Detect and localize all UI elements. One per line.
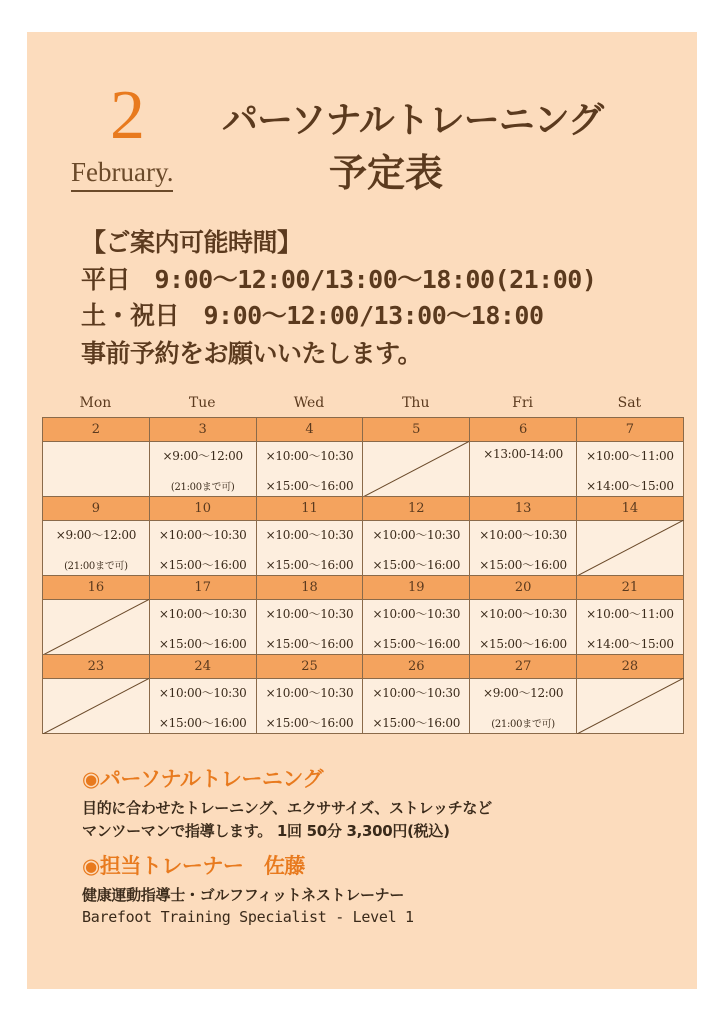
booked-slot: ×10:00～10:30: [265, 449, 354, 463]
trainer-title: ◉担当トレーナー 佐藤: [82, 854, 305, 878]
date-number: 10: [150, 497, 256, 521]
calendar-cell: [576, 417, 684, 497]
booked-slot: ×15:00～16:00: [479, 558, 567, 572]
calendar-cell: [256, 496, 364, 576]
calendar-cell: [256, 417, 364, 497]
calendar-cell: [42, 417, 150, 497]
unavailable-slash: [43, 678, 150, 734]
day-header-fri: Fri: [512, 395, 534, 411]
date-number: 24: [150, 655, 256, 679]
calendar-cell: [149, 575, 257, 655]
day-header-mon: Mon: [79, 395, 112, 411]
booked-slot: ×10:00～10:30: [158, 528, 247, 542]
date-number: 9: [43, 497, 149, 521]
booked-slot: ×14:00～15:00: [586, 479, 674, 493]
calendar-cell: [362, 575, 470, 655]
personal-training-description: 目的に合わせたトレーニング、エクササイズ、ストレッチなど: [82, 799, 492, 817]
calendar-cell: [42, 654, 150, 734]
booked-slot: ×9:00～12:00: [482, 686, 564, 700]
trainer-certification: Barefoot Training Specialist - Level 1: [82, 908, 414, 926]
date-number: 5: [363, 418, 469, 442]
date-number: 12: [363, 497, 469, 521]
date-number: 23: [43, 655, 149, 679]
calendar-cell: [469, 575, 577, 655]
date-number: 17: [150, 576, 256, 600]
date-number: 11: [257, 497, 363, 521]
date-number: 27: [470, 655, 576, 679]
calendar-cell: [469, 496, 577, 576]
day-header-thu: Thu: [402, 395, 430, 411]
calendar-cell: [42, 496, 150, 576]
booked-slot: ×15:00～16:00: [265, 716, 354, 730]
booked-slot: ×15:00～16:00: [479, 637, 567, 651]
booked-slot: ×13:00-14:00: [483, 447, 563, 461]
date-number: 20: [470, 576, 576, 600]
unavailable-slash: [363, 441, 470, 497]
calendar-cell: [256, 575, 364, 655]
calendar-cell: [362, 417, 470, 497]
date-number: 2: [43, 418, 149, 442]
booked-slot: ×15:00～16:00: [158, 637, 247, 651]
calendar-cell: [576, 496, 684, 576]
booked-slot: ×10:00～10:30: [479, 607, 567, 621]
calendar-cell: [576, 575, 684, 655]
booked-slot: ×9:00～12:00: [55, 528, 137, 542]
hours-weekday: 平日 9:00～12:00/13:00～18:00(21:00): [81, 265, 597, 294]
hours-holiday: 土・祝日 9:00～12:00/13:00～18:00: [81, 301, 544, 330]
booked-slot: ×10:00～11:00: [586, 449, 674, 463]
calendar-cell: [149, 417, 257, 497]
booked-slot: ×10:00～10:30: [265, 607, 354, 621]
booked-slot: ×15:00～16:00: [265, 558, 354, 572]
page-subtitle: 予定表: [329, 151, 444, 195]
personal-training-title: ◉パーソナルトレーニング: [82, 767, 324, 791]
date-number: 25: [257, 655, 363, 679]
booked-slot: ×10:00～10:30: [372, 528, 461, 542]
date-number: 13: [470, 497, 576, 521]
booked-slot: ×15:00～16:00: [372, 558, 461, 572]
date-number: 18: [257, 576, 363, 600]
booked-slot: ×10:00～10:30: [479, 528, 567, 542]
date-number: 4: [257, 418, 363, 442]
booked-slot: ×10:00～10:30: [265, 528, 354, 542]
hours-heading: 【ご案内可能時間】: [81, 228, 302, 257]
booked-slot: ×15:00～16:00: [265, 479, 354, 493]
booked-slot: ×15:00～16:00: [372, 716, 461, 730]
day-header-sat: Sat: [617, 395, 642, 411]
booked-slot: ×15:00～16:00: [265, 637, 354, 651]
month-name: February.: [71, 158, 173, 192]
calendar-cell: [362, 496, 470, 576]
booked-slot: ×10:00～11:00: [586, 607, 674, 621]
date-number: 6: [470, 418, 576, 442]
calendar-cell: [256, 654, 364, 734]
day-header-wed: Wed: [293, 395, 325, 411]
unavailable-slash: [43, 599, 150, 655]
day-header-tue: Tue: [188, 395, 216, 411]
booked-slot: ×9:00～12:00: [162, 449, 243, 463]
date-number: 26: [363, 655, 469, 679]
calendar-cell: [42, 575, 150, 655]
booked-slot: ×15:00～16:00: [158, 558, 247, 572]
booked-slot: ×10:00～10:30: [372, 686, 461, 700]
booked-slot: (21:00まで可): [491, 719, 555, 730]
booked-slot: ×10:00～10:30: [158, 686, 247, 700]
calendar-cell: [469, 417, 577, 497]
reservation-note: 事前予約をお願いいたします。: [81, 339, 423, 368]
calendar-cell: [362, 654, 470, 734]
unavailable-slash: [577, 678, 684, 734]
personal-training-price: マンツーマンで指導します。 1回 50分 3,300円(税込): [82, 822, 450, 840]
date-number: 19: [363, 576, 469, 600]
booked-slot: ×10:00～10:30: [372, 607, 461, 621]
booked-slot: (21:00まで可): [64, 561, 128, 572]
booked-slot: ×10:00～10:30: [158, 607, 247, 621]
unavailable-slash: [577, 520, 684, 576]
page-title: パーソナルトレーニング: [222, 100, 604, 141]
calendar-cell: [149, 496, 257, 576]
date-number: 28: [577, 655, 683, 679]
date-number: 16: [43, 576, 149, 600]
date-number: 7: [577, 418, 683, 442]
calendar-cell: [469, 654, 577, 734]
trainer-qualification: 健康運動指導士・ゴルフフィットネストレーナー: [82, 886, 405, 904]
calendar-cell: [149, 654, 257, 734]
booked-slot: (21:00まで可): [170, 482, 235, 493]
booked-slot: ×14:00～15:00: [586, 637, 674, 651]
date-number: 21: [577, 576, 683, 600]
booked-slot: ×10:00～10:30: [265, 686, 354, 700]
schedule-poster: [27, 32, 697, 989]
booked-slot: ×15:00～16:00: [158, 716, 247, 730]
month-number: 2: [110, 77, 145, 154]
date-number: 14: [577, 497, 683, 521]
booked-slot: ×15:00～16:00: [372, 637, 461, 651]
calendar-cell: [576, 654, 684, 734]
date-number: 3: [150, 418, 256, 442]
